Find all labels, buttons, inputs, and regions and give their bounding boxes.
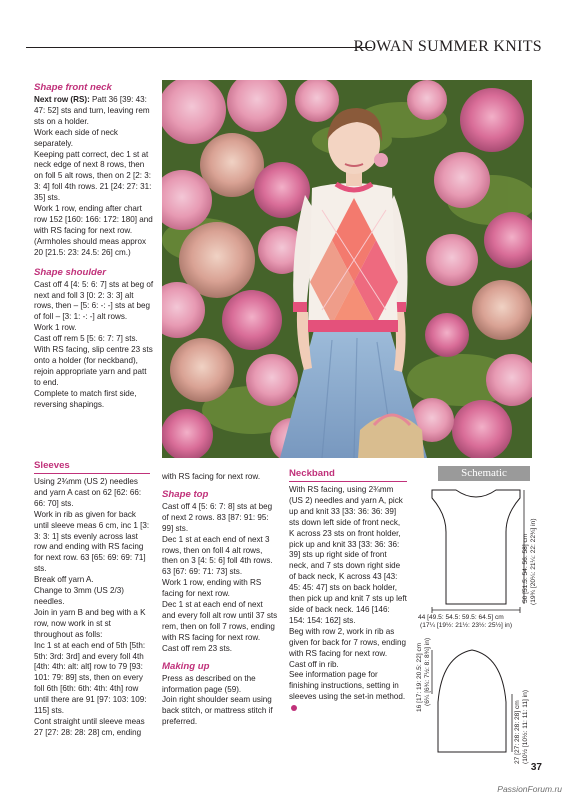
paragraph: with RS facing for next row. <box>162 472 261 481</box>
section-heading-shape-shoulder: Shape shoulder <box>34 266 106 278</box>
paragraph: Join in yarn B and beg with a K row, now work in st st throughout as folls: <box>34 607 146 639</box>
body-length-in-label: (19¾ [20¼: 21¼: 22: 22¾] in) <box>530 518 537 605</box>
paragraph: Dec 1 st at each end of next and every foll alt row until 37 sts rem, then on foll 7 rows, ending with RS facing for next row. <box>162 600 278 642</box>
photo-illustration <box>162 80 532 458</box>
section-heading-shape-top: Shape top <box>162 488 209 500</box>
page-header <box>0 36 566 60</box>
paragraph: Beg with row 2, work in rib as given for back for 7 rows, ending with RS facing for next row. <box>289 626 406 658</box>
paragraph: Work in rib as given for back until sleeve meas 6 cm, inc 1 [3: 3: 3: 1] sts evenly across last row and ending with RS facing for next row. 63 [65: 69: 69: 71] sts. <box>34 509 150 574</box>
paragraph: Change to 3mm (US 2/3) needles. <box>34 586 124 606</box>
section-heading-making-up: Making up <box>162 660 210 672</box>
section-heading-sleeves: Sleeves <box>34 460 150 474</box>
paragraph: Inc 1 st at each end of 5th [5th: 5th: 3rd: 3rd] and every foll 4th [4th: 4th: alt: alt] row to 79 [93: 101: 79: 89] sts, then on every foll 6th [6th: 6th: 4th: 4th] row until there are 91 [97: 103: 109: 115] sts. <box>34 640 147 716</box>
paragraph: Work 1 row. <box>34 323 77 333</box>
paragraph: Cast off rem 23 sts. <box>162 643 233 653</box>
paragraph: Cast off 4 [5: 6: 7: 8] sts at beg of next 2 rows. 83 [87: 91: 95: 99] sts. <box>162 501 273 533</box>
paragraph: Break off yarn A. <box>34 575 94 585</box>
paragraph: Next row (RS): Patt 36 [39: 43: 47: 52] sts and turn, leaving rem sts on a holder. <box>34 95 150 126</box>
sleeve-length-label: 27 [27: 28: 28: 28] cm <box>514 700 521 764</box>
schematic-title: Schematic <box>438 466 530 481</box>
section-heading-shape-front-neck: Shape front neck <box>34 82 112 93</box>
cap-height-label: 16 [17: 19: 20.5: 22] cm <box>416 642 423 712</box>
left-column <box>34 82 154 410</box>
paragraph: Work 1 row, ending with RS facing for next row. <box>162 578 262 599</box>
header-rule <box>26 47 372 48</box>
neckband-column <box>289 468 407 714</box>
section-heading-neckband: Neckband <box>289 468 407 482</box>
body-length-label: 50 [51.5: 54: 56: 58] cm <box>522 533 529 603</box>
body-width-label: 44 [49.5: 54.5: 59.5: 64.5] cm <box>418 614 504 621</box>
end-mark-icon <box>291 705 297 711</box>
paragraph: Work each side of neck separately. <box>34 127 118 148</box>
watermark-credit: PassionForum.ru <box>497 784 562 794</box>
model-photo <box>162 80 532 458</box>
row-label: Next row (RS): <box>34 95 90 104</box>
sleeve-outline <box>438 650 506 752</box>
paragraph: Complete to match first side, reversing shapings. <box>34 388 137 409</box>
paragraph: Using 2¾mm (US 2) needles and yarn A cast on 62 [62: 66: 66: 70] sts. <box>34 477 142 508</box>
paragraph: Dec 1 st at each end of next 3 rows, then on foll 4 alt rows, then on 3 [4: 5: 6] foll 4th rows. 63 [67: 69: 71: 73] sts. <box>162 534 273 577</box>
paragraph: Keeping patt correct, dec 1 st at neck edge of next 8 rows, then on foll 5 alt rows, then on 2 [2: 3: 3: 4] foll 4th rows. 21 [24: 27: 31: 35] sts. <box>34 149 152 203</box>
sleeves-column <box>34 460 150 739</box>
paragraph: Cast off rem 5 [5: 6: 7: 7] sts. <box>34 334 138 344</box>
shape-top-column <box>162 472 278 728</box>
paragraph: Press as described on the information page (59). <box>162 673 256 694</box>
paragraph: With RS facing, using 2¾mm (US 2) needles and yarn A, pick up and knit 33 [33: 36: 36: 39] sts down left side of front neck, K across 23 sts on front holder, pick up and knit 33 [33: 36: 36: 39] sts up right side of front neck, and 7 sts down right side of back neck, K across 43 [43: 45: 45: 47] sts on back holder, then pick up and knit 7 sts up left side of back neck. 146 [146: 154: 154: 162] sts. <box>289 485 407 625</box>
paragraph: Work 1 row, ending after chart row 152 [160: 166: 172: 180] and with RS facing for next row. (Armholes should meas approx 20 [21.5: 23: 24.5: 26] cm.) <box>34 204 153 257</box>
paragraph: Join right shoulder seam using back stitch, or mattress stitch if preferred. <box>162 695 273 727</box>
paragraph: With RS facing, slip centre 23 sts onto a holder (for neckband), rejoin appropriate yarn and patt to end. <box>34 345 153 387</box>
page-number: 37 <box>530 762 542 773</box>
sleeve-length-in-label: (10½ [10½: 11: 11: 11] in) <box>522 689 529 764</box>
paragraph: Cast off in rib. <box>289 659 339 669</box>
body-width-in-label: (17¼ [19½: 21½: 23½: 25½] in) <box>420 622 513 629</box>
body-outline <box>432 490 520 604</box>
magazine-title: ROWAN SUMMER KNITS <box>353 38 542 55</box>
paragraph: Cast off 4 [4: 5: 6: 7] sts at beg of next and foll 3 [0: 2: 3: 3] alt rows, then – [5: 6: -: -] sts at beg of foll – [3: 1: -: -] alt rows. <box>34 279 154 322</box>
cap-height-in-label: (6¼ [6¾: 7½: 8: 8¾] in) <box>424 637 431 706</box>
paragraph: Cont straight until sleeve meas 27 [27: 28: 28: 28] cm, ending <box>34 716 145 737</box>
finishing-text: See information page for finishing instructions, setting in sleeves using the set-in method. <box>289 670 406 702</box>
paragraph <box>289 670 407 714</box>
